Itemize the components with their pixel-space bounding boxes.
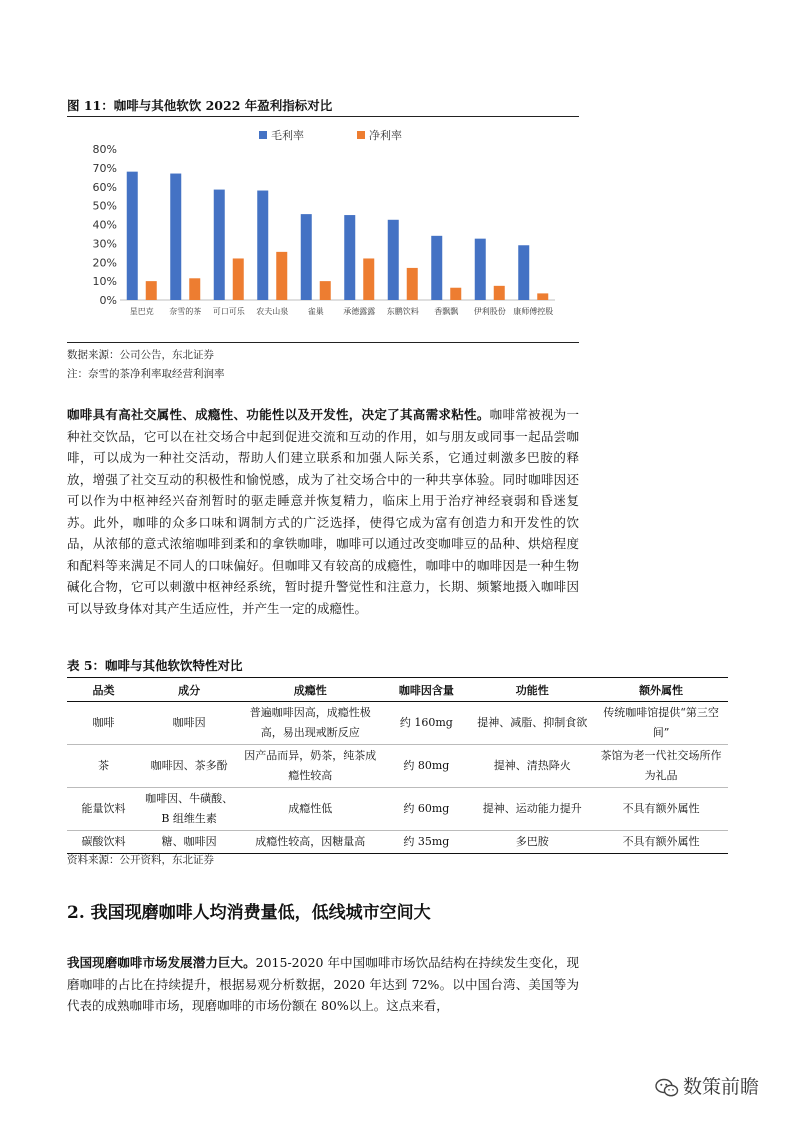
bar-gross-margin bbox=[388, 220, 399, 300]
cell-category: 能量饮料 bbox=[67, 788, 140, 831]
bar-net-margin bbox=[233, 258, 244, 300]
bar-net-margin bbox=[320, 281, 331, 300]
x-tick-label: 可口可乐 bbox=[212, 307, 245, 316]
bar-net-margin bbox=[407, 268, 418, 300]
table-row bbox=[67, 831, 728, 854]
x-tick-label: 康师傅控股 bbox=[513, 307, 554, 316]
bar-gross-margin bbox=[170, 174, 181, 300]
cell-extra: 不具有额外属性 bbox=[594, 788, 728, 831]
cell-category: 碳酸饮料 bbox=[67, 831, 140, 854]
cell-ingredients: 咖啡因 bbox=[140, 702, 238, 745]
beverage-comparison-table bbox=[67, 677, 728, 854]
paragraph-social-attributes bbox=[67, 404, 579, 619]
cell-extra: 不具有额外属性 bbox=[594, 831, 728, 854]
cell-addictiveness: 成瘾性较高，因糖量高 bbox=[238, 831, 382, 854]
figure-title-rule bbox=[67, 116, 579, 117]
paragraph-body: 咖啡常被视为一种社交饮品，它可以在社交场合中起到促进交流和互动的作用，如与朋友或同事一起品尝咖啡，可以成为一种社交活动，帮助人们建立联系和加强人际关系，它通过刺激多巴胺的释放，增强了社交互动的积极性和愉悦感，成为了社交场合中的一种共享体验。同时咖啡因还可以作为中枢神经兴奋剂暂时的驱走睡意并恢复精力，临床上用于治疗神经衰弱和昏迷复苏。此外，咖啡的众多口味和调制方式的广泛选择，使得它成为富有创造力和开发性的饮品，从浓郁的意式浓缩咖啡到柔和的拿铁咖啡，咖啡可以通过改变咖啡豆的品种、烘焙程度和配料等来满足不同人的口味偏好。但咖啡又有较高的成瘾性，咖啡中的咖啡因是一种生物碱化合物，它可以刺激中枢神经系统，暂时提升警觉性和注意力，长期、频繁地摄入咖啡因可以导致身体对其产生适应性，并产生一定的成瘾性。 bbox=[67, 407, 579, 616]
legend-label: 净利率 bbox=[369, 129, 402, 142]
cell-addictiveness: 普遍咖啡因高，成瘾性极高，易出现戒断反应 bbox=[238, 702, 382, 745]
cell-function: 多巴胺 bbox=[470, 831, 594, 854]
x-tick-label: 伊利股份 bbox=[473, 307, 506, 316]
legend-swatch bbox=[259, 131, 267, 139]
bar-gross-margin bbox=[214, 190, 225, 300]
table-row bbox=[67, 702, 728, 745]
x-tick-label: 香飘飘 bbox=[434, 307, 459, 316]
x-tick-label: 承德露露 bbox=[343, 307, 376, 316]
table-source: 资料来源：公开资料，东北证券 bbox=[67, 854, 214, 866]
cell-caffeine: 约 60mg bbox=[382, 788, 470, 831]
col-header-extra: 额外属性 bbox=[594, 678, 728, 702]
paragraph-market-potential bbox=[67, 952, 579, 1017]
figure-source: 数据来源：公司公告，东北证券 bbox=[67, 349, 214, 361]
table-header-row bbox=[67, 678, 728, 702]
bar-net-margin bbox=[146, 281, 157, 300]
watermark-text: 数策前瞻 bbox=[683, 1076, 760, 1098]
cell-function: 提神、减脂、抑制食欲 bbox=[470, 702, 594, 745]
x-tick-label: 雀巢 bbox=[307, 307, 324, 316]
cell-category: 咖啡 bbox=[67, 702, 140, 745]
x-tick-label: 农夫山泉 bbox=[256, 307, 289, 316]
bar-net-margin bbox=[189, 278, 200, 300]
bar-net-margin bbox=[450, 288, 461, 300]
col-header-addictiveness: 成瘾性 bbox=[238, 678, 382, 702]
table-title: 表 5：咖啡与其他软饮特性对比 bbox=[67, 658, 243, 673]
x-tick-label: 星巴克 bbox=[129, 307, 154, 316]
cell-caffeine: 约 35mg bbox=[382, 831, 470, 854]
cell-ingredients: 咖啡因、牛磺酸、B 组维生素 bbox=[140, 788, 238, 831]
cell-function: 提神、运动能力提升 bbox=[470, 788, 594, 831]
cell-caffeine: 约 160mg bbox=[382, 702, 470, 745]
section-heading: 2. 我国现磨咖啡人均消费量低，低线城市空间大 bbox=[67, 903, 431, 923]
y-tick-label: 80% bbox=[92, 143, 117, 156]
col-header-caffeine: 咖啡因含量 bbox=[382, 678, 470, 702]
cell-ingredients: 咖啡因、茶多酚 bbox=[140, 745, 238, 788]
cell-ingredients: 糖、咖啡因 bbox=[140, 831, 238, 854]
cell-caffeine: 约 80mg bbox=[382, 745, 470, 788]
bar-gross-margin bbox=[431, 236, 442, 300]
bar-net-margin bbox=[537, 293, 548, 300]
profitability-bar-chart bbox=[67, 122, 579, 344]
bar-net-margin bbox=[276, 252, 287, 300]
y-tick-label: 60% bbox=[92, 180, 117, 194]
x-tick-label: 东鹏饮料 bbox=[386, 307, 419, 316]
legend-label: 毛利率 bbox=[271, 129, 304, 142]
cell-function: 提神、清热降火 bbox=[470, 745, 594, 788]
y-tick-label: 50% bbox=[92, 199, 117, 213]
col-header-function: 功能性 bbox=[470, 678, 594, 702]
figure-note: 注：奈雪的茶净利率取经营利润率 bbox=[67, 368, 225, 380]
table-row bbox=[67, 745, 728, 788]
y-tick-label: 0% bbox=[99, 294, 117, 307]
wechat-icon bbox=[655, 1078, 679, 1098]
y-tick-label: 20% bbox=[92, 256, 117, 270]
cell-extra: 传统咖啡馆提供“第三空间” bbox=[594, 702, 728, 745]
bar-gross-margin bbox=[344, 215, 355, 300]
col-header-category: 品类 bbox=[67, 678, 140, 702]
y-tick-label: 10% bbox=[92, 275, 117, 289]
x-tick-label: 奈雪的茶 bbox=[169, 307, 202, 316]
figure-title: 图 11：咖啡与其他软饮 2022 年盈利指标对比 bbox=[67, 98, 333, 113]
y-tick-label: 70% bbox=[92, 161, 117, 175]
y-tick-label: 40% bbox=[92, 218, 117, 232]
paragraph-lead: 咖啡具有高社交属性、成瘾性、功能性以及开发性，决定了其高需求粘性。 bbox=[67, 407, 490, 422]
watermark bbox=[655, 1072, 759, 1099]
bar-gross-margin bbox=[475, 239, 486, 300]
cell-extra: 茶馆为老一代社交场所作为礼品 bbox=[594, 745, 728, 788]
bar-gross-margin bbox=[257, 191, 268, 300]
bar-net-margin bbox=[494, 286, 505, 300]
bar-gross-margin bbox=[518, 245, 529, 300]
table-row bbox=[67, 788, 728, 831]
legend-swatch bbox=[357, 131, 365, 139]
figure-bottom-rule bbox=[67, 342, 579, 343]
bar-gross-margin bbox=[301, 214, 312, 300]
y-tick-label: 30% bbox=[92, 237, 117, 251]
paragraph-body: 2015-2020 年中国咖啡市场饮品结构在持续发生变化，现磨咖啡的占比在持续提升，根据易观分析数据，2020 年达到 72%。以中国台湾、美国等为代表的成熟咖啡市场，现磨咖啡的市场份额在 80%以上。这点来看， bbox=[67, 955, 579, 1013]
col-header-ingredients: 成分 bbox=[140, 678, 238, 702]
bar-net-margin bbox=[363, 258, 374, 300]
cell-addictiveness: 成瘾性低 bbox=[238, 788, 382, 831]
paragraph-lead: 我国现磨咖啡市场发展潜力巨大。 bbox=[67, 955, 256, 970]
cell-category: 茶 bbox=[67, 745, 140, 788]
bar-gross-margin bbox=[127, 172, 138, 300]
cell-addictiveness: 因产品而异，奶茶，纯茶成瘾性较高 bbox=[238, 745, 382, 788]
